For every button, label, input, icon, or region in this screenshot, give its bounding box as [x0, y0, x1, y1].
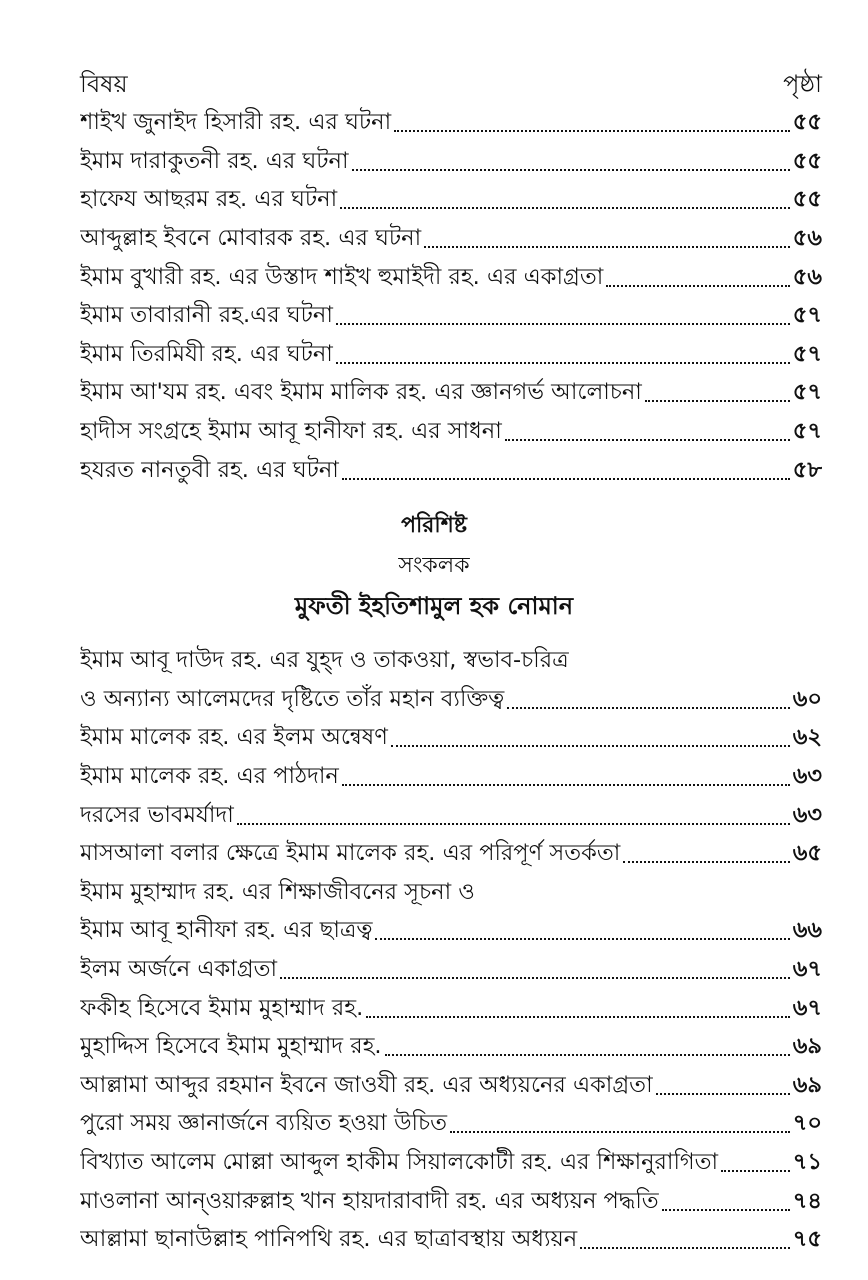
toc-entry: [80, 1028, 822, 1067]
toc-list-appendix: [80, 642, 822, 1260]
toc-entry: [80, 1182, 822, 1221]
toc-entry: [80, 719, 822, 758]
toc-entry: [80, 874, 822, 913]
toc-entry-title: ইলম অর্জনে একাগ্রতা: [80, 956, 277, 983]
toc-entry-page-number: ৭১: [792, 1149, 822, 1176]
toc-entry-title: ইমাম তিরমিযী রহ. এর ঘটনা: [80, 340, 333, 367]
toc-dot-leader: [391, 745, 790, 747]
toc-entry-page-number: ৬০: [792, 685, 822, 712]
toc-dot-leader: [280, 977, 790, 979]
toc-entry-title: ফকীহ হিসেবে ইমাম মুহাম্মাদ রহ.: [80, 994, 364, 1021]
toc-entry-page-number: ৬৯: [792, 1033, 822, 1060]
toc-dot-leader: [645, 400, 790, 402]
toc-entry-title: আল্লামা আব্দুর রহমান ইবনে জাওযী রহ. এর অধ্যয়নের একাগ্রতা: [80, 1071, 653, 1098]
toc-entry: [80, 413, 822, 452]
toc-entry-page-number: ৬৭: [792, 994, 822, 1021]
toc-dot-leader: [237, 823, 790, 825]
toc-entry: [80, 989, 822, 1028]
toc-entry: [80, 642, 822, 681]
toc-entry-page-number: ৬৫: [792, 840, 822, 867]
toc-entry-title: হযরত নানতুবী রহ. এর ঘটনা: [80, 456, 339, 483]
toc-entry-page-number: ৬৩: [792, 763, 822, 790]
appendix-compiler-name: মুফতী ইহতিশামুল হক নোমান: [294, 592, 574, 620]
toc-dot-leader: [450, 1131, 790, 1133]
toc-entry: [80, 1221, 822, 1260]
toc-entry-title: শাইখ জুনাইদ হিসারী রহ. এর ঘটনা: [80, 109, 392, 136]
toc-entry-title: ও অন্যান্য আলেমদের দৃষ্টিতে তাঁর মহান ব্যক্তিত্ব: [80, 685, 505, 712]
toc-entry-page-number: ৫৭: [792, 302, 822, 329]
toc-entry-page-number: ৫৬: [792, 263, 822, 290]
toc-entry: [80, 220, 822, 259]
toc-entry: [80, 181, 822, 220]
toc-dot-leader: [340, 207, 790, 209]
toc-entry-page-number: ৫৭: [792, 340, 822, 367]
toc-entry-title: ইমাম আ'যম রহ. এবং ইমাম মালিক রহ. এর জ্ঞানগর্ভ আলোচনা: [80, 379, 642, 406]
toc-entry: [80, 912, 822, 951]
toc-dot-leader: [336, 323, 790, 325]
toc-entry: [80, 681, 822, 720]
toc-entry-page-number: ৬৯: [792, 1071, 822, 1098]
toc-entry-page-number: ৬৭: [792, 956, 822, 983]
toc-entry: [80, 1144, 822, 1183]
toc-entry-title: আল্লামা ছানাউল্লাহ পানিপথি রহ. এর ছাত্রাবস্থায় অধ্যয়ন: [80, 1226, 578, 1253]
toc-dot-leader: [342, 478, 790, 480]
toc-dot-leader: [606, 285, 790, 287]
toc-entry: [80, 796, 822, 835]
toc-dot-leader: [507, 707, 789, 709]
toc-entry-page-number: ৬৩: [792, 801, 822, 828]
toc-entry: [80, 835, 822, 874]
toc-header: [80, 68, 822, 104]
toc-dot-leader: [394, 130, 790, 132]
toc-entry-page-number: ৫৫: [792, 109, 822, 136]
toc-entry-title: ইমাম বুখারী রহ. এর উস্তাদ শাইখ হুমাইদী রহ. এর একাগ্রতা: [80, 263, 604, 290]
toc-entry: [80, 258, 822, 297]
toc-dot-leader: [375, 938, 789, 940]
toc-entry-page-number: ৬৬: [792, 917, 822, 944]
toc-entry-title: ইমাম তাবারানী রহ.এর ঘটনা: [80, 302, 333, 329]
toc-entry: [80, 143, 822, 182]
toc-entry: [80, 1105, 822, 1144]
toc-entry-title: আব্দুল্লাহ ইবনে মোবারক রহ. এর ঘটনা: [80, 225, 422, 252]
toc-entry-page-number: ৭৫: [792, 1226, 822, 1253]
toc-dot-leader: [336, 362, 790, 364]
toc-dot-leader: [580, 1247, 790, 1249]
toc-entry: [80, 951, 822, 990]
toc-entry-title: মুহাদ্দিস হিসেবে ইমাম মুহাম্মাদ রহ.: [80, 1033, 382, 1060]
toc-entry: [80, 451, 822, 490]
toc-dot-leader: [366, 1016, 790, 1018]
toc-entry: [80, 336, 822, 375]
toc-dot-leader: [352, 169, 790, 171]
toc-entry-page-number: ৭০: [792, 1110, 822, 1137]
toc-dot-leader: [342, 784, 790, 786]
toc-dot-leader: [385, 1054, 790, 1056]
toc-entry: [80, 104, 822, 143]
appendix-title: পরিশিষ্ট: [401, 513, 467, 538]
toc-entry-page-number: ৭৪: [792, 1187, 822, 1214]
toc-entry-page-number: ৬২: [792, 724, 822, 751]
toc-entry-title: ইমাম আবূ হানীফা রহ. এর ছাত্রত্ব: [80, 917, 373, 944]
toc-dot-leader: [656, 1093, 790, 1095]
toc-dot-leader: [623, 861, 790, 863]
toc-dot-leader: [424, 246, 790, 248]
toc-entry-title: ইমাম মালেক রহ. এর পাঠদান: [80, 763, 339, 790]
page-column-label: পৃষ্ঠা: [783, 70, 822, 98]
toc-entry-title: মাসআলা বলার ক্ষেত্রে ইমাম মালেক রহ. এর পরিপূর্ণ সতর্কতা: [80, 840, 621, 867]
toc-entry: [80, 297, 822, 336]
toc-entry-title: হাফেয আছরম রহ. এর ঘটনা: [80, 186, 338, 213]
toc-entry-page-number: ৫৬: [792, 225, 822, 252]
toc-entry-title: বিখ্যাত আলেম মোল্লা আব্দুল হাকীম সিয়ালকোটী রহ. এর শিক্ষানুরাগিতা: [80, 1149, 719, 1176]
toc-list-main: [80, 104, 822, 490]
toc-entry-title: দরসের ভাবমর্যাদা: [80, 801, 234, 828]
toc-entry: [80, 374, 822, 413]
toc-entry-title: ইমাম মুহাম্মাদ রহ. এর শিক্ষাজীবনের সূচনা ও: [80, 878, 475, 905]
toc-entry-title: মাওলানা আন্ওয়ারুল্লাহ খান হায়দারাবাদী রহ. এর অধ্যয়ন পদ্ধতি: [80, 1187, 659, 1214]
appendix-compiler-label: সংকলক: [398, 553, 470, 578]
toc-entry-page-number: ৫৫: [792, 147, 822, 174]
toc-dot-leader: [505, 439, 790, 441]
toc-dot-leader: [662, 1209, 790, 1211]
toc-entry: [80, 1067, 822, 1106]
toc-entry-title: হাদীস সংগ্রহে ইমাম আবূ হানীফা রহ. এর সাধনা: [80, 418, 502, 445]
toc-entry-page-number: ৫৮: [792, 456, 822, 483]
toc-entry-title: ইমাম আবূ দাউদ রহ. এর যুহ্দ ও তাকওয়া, স্বভাব-চরিত্র: [80, 647, 569, 674]
toc-entry-title: পুরো সময় জ্ঞানার্জনে ব্যয়িত হওয়া উচিত: [80, 1110, 447, 1137]
toc-dot-leader: [721, 1170, 790, 1172]
toc-entry-title: ইমাম মালেক রহ. এর ইলম অন্বেষণ: [80, 724, 388, 751]
toc-entry-page-number: ৫৭: [792, 418, 822, 445]
subject-column-label: বিষয়: [80, 70, 128, 98]
toc-entry-page-number: ৫৭: [792, 379, 822, 406]
toc-entry: [80, 758, 822, 797]
toc-entry-page-number: ৫৫: [792, 186, 822, 213]
toc-entry-title: ইমাম দারাকুতনী রহ. এর ঘটনা: [80, 147, 349, 174]
